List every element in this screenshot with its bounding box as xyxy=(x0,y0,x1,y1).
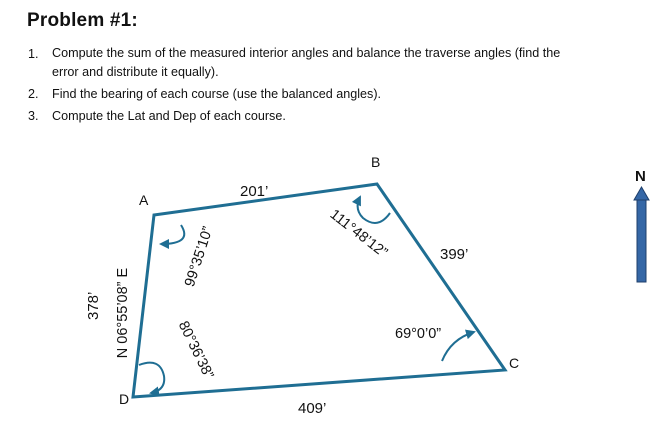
task-number-1: 1. xyxy=(28,47,39,61)
angle-c: 69°0’0” xyxy=(395,326,442,342)
station-label-a: A xyxy=(139,192,149,208)
north-arrow-icon xyxy=(634,187,649,282)
angle-arc-d xyxy=(139,363,164,393)
problem-title: Problem #1: xyxy=(27,10,138,31)
north-label: N xyxy=(635,168,646,185)
task-number-3: 3. xyxy=(28,109,39,123)
distance-ab: 201’ xyxy=(240,183,269,200)
angle-d: 80°36’38” xyxy=(174,318,217,382)
angle-b: 111°48’12” xyxy=(326,206,391,262)
distance-bc: 399’ xyxy=(440,246,469,263)
station-label-c: C xyxy=(509,355,520,371)
bearing-da: N 06°55’08” E xyxy=(115,267,131,359)
distance-cd: 409’ xyxy=(298,400,327,417)
angle-arc-a xyxy=(161,225,184,244)
distance-da: 378’ xyxy=(85,291,102,320)
angle-arc-b xyxy=(358,197,390,223)
station-label-b: B xyxy=(371,154,381,170)
task-text-1-line-1: Compute the sum of the measured interior angles and balance the traverse angles (find the xyxy=(52,46,561,60)
station-label-d: D xyxy=(119,391,130,407)
angle-a: 99°35’10” xyxy=(181,224,217,289)
task-text-2: Find the bearing of each course (use the balanced angles). xyxy=(52,87,382,101)
traverse-polygon xyxy=(133,184,505,397)
angle-arc-c xyxy=(442,332,474,361)
task-text-3: Compute the Lat and Dep of each course. xyxy=(52,109,286,123)
task-text-1-line-2: error and distribute it equally). xyxy=(52,65,219,79)
task-number-2: 2. xyxy=(28,87,39,101)
